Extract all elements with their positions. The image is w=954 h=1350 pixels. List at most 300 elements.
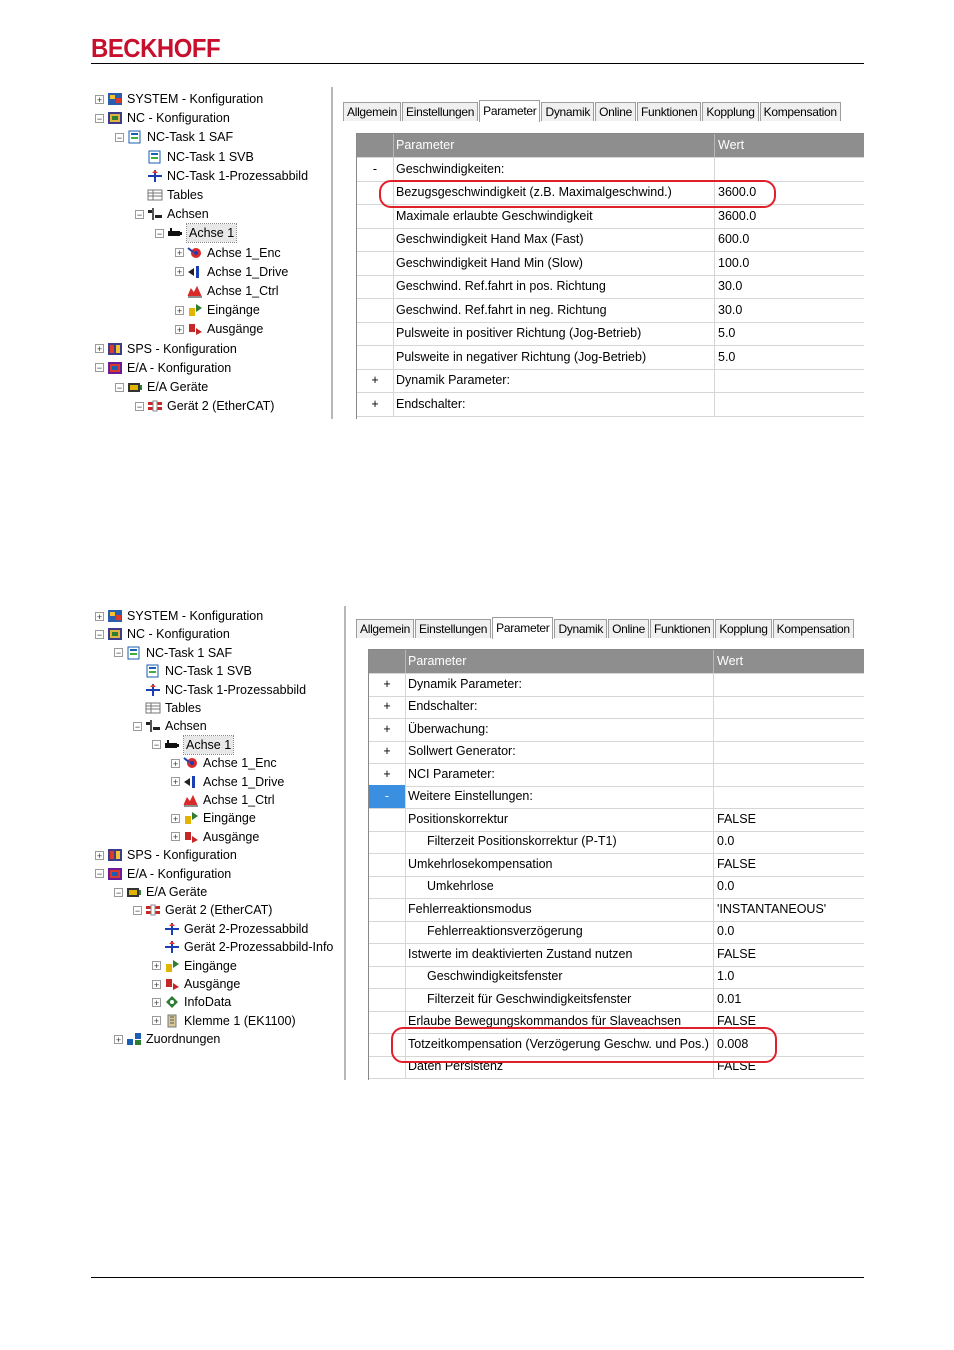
tab-dynamik[interactable]: Dynamik xyxy=(554,619,607,638)
parameter-name: Maximale erlaubte Geschwindigkeit xyxy=(393,205,715,228)
grid-row[interactable] xyxy=(357,346,864,370)
parameter-name: Fehlerreaktionsmodus xyxy=(405,898,714,921)
tree-node[interactable] xyxy=(171,773,284,791)
tree-node-label: Gerät 2-Prozessabbild-Info xyxy=(184,940,334,955)
parameter-value[interactable]: 0.0 xyxy=(717,834,735,848)
tree-node[interactable] xyxy=(115,378,208,396)
devices-icon xyxy=(127,380,143,394)
nc-icon xyxy=(107,111,123,125)
tree-connector xyxy=(171,796,180,805)
expand-icon[interactable]: + xyxy=(369,763,406,786)
tree-node-label: Ausgänge xyxy=(203,829,260,844)
tree-node-label: Achsen xyxy=(167,207,209,222)
splitter[interactable] xyxy=(344,606,346,1080)
table-icon xyxy=(145,701,161,715)
grid-row[interactable] xyxy=(357,228,864,252)
parameter-name: Filterzeit Positionskorrektur (P-T1) xyxy=(405,830,714,853)
expand-icon[interactable]: + xyxy=(172,777,179,788)
row-gutter xyxy=(369,920,406,943)
row-gutter xyxy=(369,988,406,1011)
parameter-value[interactable]: FALSE xyxy=(717,811,756,826)
grid-row[interactable] xyxy=(369,875,864,899)
collapse-icon[interactable]: − xyxy=(96,363,103,374)
tree-node[interactable] xyxy=(175,282,279,300)
tree-node-label: E/A - Konfiguration xyxy=(127,360,232,375)
parameter-value[interactable]: 600.0 xyxy=(718,232,750,246)
tree-node[interactable] xyxy=(152,957,237,975)
grid-row[interactable] xyxy=(369,673,864,697)
parameter-name: Geschwind. Ref.fahrt in neg. Richtung xyxy=(393,299,715,322)
tree-connector xyxy=(175,287,184,296)
tab-parameter[interactable]: Parameter xyxy=(479,100,540,122)
grid-row[interactable] xyxy=(369,965,864,989)
plc-icon xyxy=(107,848,123,862)
row-gutter xyxy=(369,898,406,921)
tree-node-label: NC-Task 1-Prozessabbild xyxy=(167,168,309,183)
collapse-icon[interactable]: − xyxy=(115,648,122,659)
parameter-name: Dynamik Parameter: xyxy=(405,673,714,696)
collapse-icon[interactable]: − xyxy=(136,209,143,220)
ctrl-icon xyxy=(183,793,199,807)
parameter-value[interactable] xyxy=(714,673,864,696)
parameter-name: Totzeitkompensation (Verzögerung Geschw. und Pos.) xyxy=(405,1033,714,1056)
collapse-icon[interactable]: − xyxy=(116,132,123,143)
highlight-reference-velocity xyxy=(379,180,776,208)
tree-node-label: Klemme 1 (EK1100) xyxy=(184,1013,296,1028)
parameter-value[interactable] xyxy=(715,393,864,416)
tree-connector xyxy=(135,171,144,180)
grid-row[interactable] xyxy=(357,205,864,229)
parameter-value[interactable]: 1.0 xyxy=(717,969,735,983)
tree-node[interactable] xyxy=(135,205,209,223)
tree-node-label: NC-Task 1 SAF xyxy=(146,645,233,660)
parameter-name: Filterzeit für Geschwindigkeitsfenster xyxy=(405,988,714,1011)
terminal-icon xyxy=(164,1014,180,1028)
parameter-name: Endschalter: xyxy=(393,393,715,416)
expand-icon[interactable]: + xyxy=(176,248,183,259)
row-gutter xyxy=(369,808,406,831)
parameter-value[interactable] xyxy=(714,695,864,718)
tree-node-label: SYSTEM - Konfiguration xyxy=(127,92,264,106)
collapse-icon[interactable]: − xyxy=(153,740,160,751)
header-expand-col xyxy=(357,134,394,157)
grid-row[interactable] xyxy=(357,369,864,393)
tree-node-label: Achse 1_Enc xyxy=(207,245,281,260)
tree-node[interactable] xyxy=(135,186,203,204)
axes-icon xyxy=(147,207,163,221)
tab-allgemein[interactable]: Allgemein xyxy=(343,102,401,121)
tree-node[interactable] xyxy=(175,244,281,262)
parameter-name: Istwerte im deaktivierten Zustand nutzen xyxy=(405,943,714,966)
tree-node-label: NC - Konfiguration xyxy=(127,111,230,126)
grid-row[interactable] xyxy=(369,988,864,1012)
tab-bar xyxy=(356,616,855,638)
tree-node[interactable] xyxy=(175,301,260,319)
inputs-icon xyxy=(164,959,180,973)
axis-icon xyxy=(167,226,183,240)
tree-node-label: Tables xyxy=(165,701,202,715)
parameter-name: Weitere Einstellungen: xyxy=(405,785,714,808)
parameter-name: Endschalter: xyxy=(405,695,714,718)
parameter-value[interactable]: FALSE xyxy=(717,946,756,961)
header-value[interactable]: Wert xyxy=(717,654,744,668)
grid-row[interactable] xyxy=(357,322,864,346)
tree-node[interactable] xyxy=(152,736,233,754)
tree-node[interactable] xyxy=(133,699,201,717)
grid-header xyxy=(369,650,864,674)
tree-connector xyxy=(133,685,142,694)
grid-row[interactable] xyxy=(369,695,864,719)
devices-icon xyxy=(126,885,142,899)
tree-node-label: InfoData xyxy=(184,995,232,1010)
collapse-icon[interactable]: − xyxy=(156,228,163,239)
header-parameter[interactable]: Parameter xyxy=(393,134,715,157)
inputs-icon xyxy=(187,303,203,317)
grid-row[interactable] xyxy=(369,718,864,742)
tree-node[interactable] xyxy=(95,625,230,643)
grid-row[interactable] xyxy=(357,275,864,299)
parameter-name: Umkehrlosekompensation xyxy=(405,853,714,876)
grid-row[interactable] xyxy=(369,853,864,877)
expand-icon[interactable]: + xyxy=(172,832,179,843)
tree-node-label: Achsen xyxy=(165,719,207,734)
collapse-icon[interactable]: − xyxy=(134,721,141,732)
tree-connector xyxy=(133,704,142,713)
tree-node[interactable] xyxy=(133,681,306,699)
collapse-icon[interactable]: − xyxy=(116,382,123,393)
tree-node-label: SPS - Konfiguration xyxy=(127,848,237,863)
grid-row[interactable] xyxy=(369,898,864,922)
tab-einstellungen[interactable]: Einstellungen xyxy=(415,619,491,638)
parameter-grid xyxy=(356,133,864,419)
task-icon xyxy=(145,664,161,678)
parameter-name: Überwachung: xyxy=(405,718,714,741)
io-icon xyxy=(107,361,123,375)
grid-row[interactable] xyxy=(357,252,864,276)
tree-node-label: Eingänge xyxy=(203,811,256,826)
parameter-name: Geschwindigkeit Hand Min (Slow) xyxy=(393,252,715,275)
tree-node-label: Eingänge xyxy=(207,303,260,318)
parameter-value[interactable]: 0.01 xyxy=(717,991,742,1006)
ctrl-icon xyxy=(187,284,203,298)
tree-node-label: Gerät 2 (EtherCAT) xyxy=(165,903,273,918)
system-icon xyxy=(107,92,123,106)
tree-node[interactable] xyxy=(133,901,272,919)
outputs-icon xyxy=(164,977,180,991)
image-icon xyxy=(145,683,161,697)
tree-node[interactable] xyxy=(175,320,263,338)
tab-kopplung[interactable]: Kopplung xyxy=(702,102,758,121)
collapse-icon[interactable]: − xyxy=(136,401,143,412)
row-gutter xyxy=(357,205,394,228)
grid-row[interactable] xyxy=(369,943,864,967)
parameter-name: Positionskorrektur xyxy=(405,808,714,831)
expand-icon[interactable]: + xyxy=(115,1034,122,1045)
tab-parameter[interactable]: Parameter xyxy=(492,617,553,639)
tree-node[interactable] xyxy=(133,717,207,735)
parameter-value[interactable]: 3600.0 xyxy=(718,185,757,199)
tab-funktionen[interactable]: Funktionen xyxy=(637,102,701,121)
tree-node[interactable] xyxy=(95,865,231,883)
tree-node[interactable] xyxy=(135,397,274,415)
row-gutter xyxy=(357,228,394,251)
grid-header xyxy=(357,134,864,158)
parameter-value[interactable] xyxy=(714,763,864,786)
parameter-name: Erlaube Bewegungskommandos für Slaveachsen xyxy=(405,1010,714,1033)
row-gutter xyxy=(369,875,406,898)
tree-node[interactable] xyxy=(152,1012,296,1030)
tree-node[interactable] xyxy=(95,109,230,127)
outputs-icon xyxy=(183,830,199,844)
header-rule xyxy=(91,63,864,64)
tree-node[interactable] xyxy=(95,340,237,358)
tree-node[interactable] xyxy=(114,1030,220,1048)
task-icon xyxy=(127,130,143,144)
tree-node[interactable] xyxy=(135,148,254,166)
parameter-name: Pulsweite in positiver Richtung (Jog-Betrieb) xyxy=(393,322,715,345)
mapping-icon xyxy=(126,1032,142,1046)
parameter-name: Sollwert Generator: xyxy=(405,740,714,763)
grid-row[interactable] xyxy=(357,393,864,417)
collapse-icon[interactable]: − xyxy=(96,113,103,124)
tree-node-label: Achse 1 xyxy=(189,226,235,241)
parameter-value[interactable]: 0.0 xyxy=(717,879,735,893)
tree-node-label: E/A Geräte xyxy=(146,885,208,899)
image-icon xyxy=(164,940,180,954)
tree-node-label: Ausgänge xyxy=(184,977,241,991)
tree-node[interactable] xyxy=(115,128,233,146)
inputs-icon xyxy=(183,811,199,825)
expand-icon[interactable]: + xyxy=(153,979,160,990)
task-icon xyxy=(147,150,163,164)
tree-node[interactable] xyxy=(95,846,237,864)
parameter-name: Bezugsgeschwindigkeit (z.B. Maximalgeschwind.) xyxy=(393,181,715,204)
highlight-dead-time-compensation xyxy=(391,1027,777,1063)
parameter-value[interactable]: FALSE xyxy=(717,856,756,871)
parameter-value[interactable]: 30.0 xyxy=(718,279,743,293)
parameter-name: Geschwindigkeitsfenster xyxy=(405,965,714,988)
expand-icon[interactable]: + xyxy=(172,758,179,769)
tab-bar xyxy=(343,99,842,121)
expand-icon[interactable]: + xyxy=(153,997,160,1008)
collapse-icon[interactable]: − xyxy=(96,869,103,880)
expand-icon[interactable]: + xyxy=(176,305,183,316)
parameter-value[interactable]: 30.0 xyxy=(718,302,743,317)
tree-node-label: Achse 1 xyxy=(186,737,232,752)
parameter-name: Pulsweite in negativer Richtung (Jog-Betrieb) xyxy=(393,346,715,369)
tab-online[interactable]: Online xyxy=(595,102,636,121)
parameter-value[interactable]: 'INSTANTANEOUS' xyxy=(717,901,827,916)
parameter-name: Daten Persistenz xyxy=(405,1055,714,1078)
tree-node[interactable] xyxy=(133,662,252,680)
tree-node[interactable] xyxy=(171,809,256,827)
drive-icon xyxy=(183,775,199,789)
tab-einstellungen[interactable]: Einstellungen xyxy=(402,102,478,121)
collapse-icon[interactable]: − xyxy=(134,905,141,916)
row-gutter xyxy=(357,346,394,369)
tree-node-label: NC-Task 1 SAF xyxy=(147,130,234,145)
expand-icon[interactable]: + xyxy=(369,740,406,763)
expand-icon[interactable]: + xyxy=(176,324,183,335)
collapse-icon[interactable]: - xyxy=(357,158,394,181)
task-icon xyxy=(126,646,142,660)
tree-connector xyxy=(135,152,144,161)
tab-allgemein[interactable]: Allgemein xyxy=(356,619,414,638)
expand-icon[interactable]: + xyxy=(96,344,103,355)
tree-node[interactable] xyxy=(95,359,231,377)
expand-icon[interactable]: + xyxy=(96,94,103,105)
parameter-value[interactable]: 5.0 xyxy=(718,349,736,364)
row-gutter xyxy=(369,943,406,966)
row-gutter xyxy=(369,830,406,853)
io-icon xyxy=(107,867,123,881)
expand-icon[interactable]: + xyxy=(96,611,103,622)
collapse-icon[interactable]: - xyxy=(369,785,406,808)
tree-node-label: NC-Task 1 SVB xyxy=(167,149,254,164)
grid-row[interactable] xyxy=(369,830,864,854)
tree-node-label: Tables xyxy=(167,188,204,202)
collapse-icon[interactable]: − xyxy=(96,629,103,640)
tree-node-label: SYSTEM - Konfiguration xyxy=(127,609,264,623)
system-icon xyxy=(107,609,123,623)
header-parameter[interactable]: Parameter xyxy=(405,650,714,673)
nc-icon xyxy=(107,627,123,641)
tree-connector xyxy=(135,191,144,200)
tree-node[interactable] xyxy=(152,993,231,1011)
expand-icon[interactable]: + xyxy=(369,673,406,696)
expand-icon[interactable]: + xyxy=(357,369,394,392)
parameter-name: NCI Parameter: xyxy=(405,763,714,786)
tab-kompensation[interactable]: Kompensation xyxy=(773,619,854,638)
tree-node[interactable] xyxy=(171,828,259,846)
axis-icon xyxy=(164,738,180,752)
tree-node[interactable] xyxy=(171,754,277,772)
tree-node-label: SPS - Konfiguration xyxy=(127,341,237,356)
tree-node[interactable] xyxy=(155,224,236,242)
tab-kopplung[interactable]: Kopplung xyxy=(715,619,771,638)
parameter-name: Geschwind. Ref.fahrt in pos. Richtung xyxy=(393,275,715,298)
collapse-icon[interactable]: − xyxy=(115,887,122,898)
tree-node-label: Gerät 2 (EtherCAT) xyxy=(167,399,275,414)
infodata-icon xyxy=(164,995,180,1009)
footer-rule xyxy=(91,1277,864,1278)
config-tree xyxy=(91,606,343,1080)
tree-node[interactable] xyxy=(152,920,308,938)
parameter-grid xyxy=(368,649,864,1080)
tree-node-label: Achse 1_Ctrl xyxy=(203,793,275,807)
tree-node[interactable] xyxy=(135,167,308,185)
encoder-icon xyxy=(183,756,199,770)
tree-node-label: Achse 1_Drive xyxy=(203,774,285,789)
expand-icon[interactable]: + xyxy=(357,393,394,416)
ethercat-icon xyxy=(147,399,163,413)
row-gutter xyxy=(357,275,394,298)
parameter-value[interactable]: 0.008 xyxy=(717,1036,749,1051)
tree-node-label: Zuordnungen xyxy=(146,1032,221,1047)
expand-icon[interactable]: + xyxy=(369,718,406,741)
grid-row[interactable] xyxy=(369,740,864,764)
tree-node-label: NC - Konfiguration xyxy=(127,627,230,642)
expand-icon[interactable]: + xyxy=(96,850,103,861)
parameter-name: Umkehrlose xyxy=(405,875,714,898)
tree-node[interactable] xyxy=(152,975,240,993)
tree-node[interactable] xyxy=(114,644,232,662)
tree-node[interactable] xyxy=(175,263,288,281)
header-expand-col xyxy=(369,650,406,673)
config-tree xyxy=(91,87,331,419)
tree-node[interactable] xyxy=(152,938,333,956)
expand-icon[interactable]: + xyxy=(153,1016,160,1027)
tree-node-label: Eingänge xyxy=(184,958,237,973)
parameter-value[interactable]: FALSE xyxy=(717,1014,756,1028)
grid-row[interactable] xyxy=(357,299,864,323)
parameter-value[interactable] xyxy=(715,369,864,392)
tree-node-label: Ausgänge xyxy=(207,322,264,337)
tree-node[interactable] xyxy=(95,607,263,625)
drive-icon xyxy=(187,265,203,279)
tab-funktionen[interactable]: Funktionen xyxy=(650,619,714,638)
image-icon xyxy=(164,922,180,936)
parameter-value[interactable] xyxy=(715,158,864,181)
grid-row[interactable] xyxy=(369,763,864,787)
tree-node[interactable] xyxy=(171,791,275,809)
tree-node-label: Achse 1_Enc xyxy=(203,756,277,771)
tree-node[interactable] xyxy=(114,883,207,901)
parameter-value[interactable] xyxy=(714,718,864,741)
tree-node-label: Achse 1_Drive xyxy=(207,264,289,279)
tree-node-label: E/A - Konfiguration xyxy=(127,866,232,881)
parameter-value[interactable]: 0.0 xyxy=(717,924,735,938)
tree-node-label: Achse 1_Ctrl xyxy=(207,284,279,298)
ethercat-icon xyxy=(145,903,161,917)
splitter[interactable] xyxy=(331,87,333,419)
tree-node[interactable] xyxy=(95,90,263,108)
parameter-value[interactable] xyxy=(714,740,864,763)
tab-online[interactable]: Online xyxy=(608,619,649,638)
parameter-value[interactable]: 3600.0 xyxy=(718,208,757,223)
row-gutter xyxy=(369,853,406,876)
screenshot-axis-parameters-further-settings xyxy=(91,606,864,1080)
parameter-value[interactable]: 5.0 xyxy=(718,326,736,340)
outputs-icon xyxy=(187,322,203,336)
tree-node-label: NC-Task 1-Prozessabbild xyxy=(165,682,307,697)
parameter-value[interactable] xyxy=(714,785,864,808)
tree-node-label: NC-Task 1 SVB xyxy=(165,664,252,679)
grid-row[interactable] xyxy=(369,808,864,832)
tab-dynamik[interactable]: Dynamik xyxy=(541,102,594,121)
grid-row[interactable] xyxy=(369,920,864,944)
row-gutter xyxy=(369,965,406,988)
expand-icon[interactable]: + xyxy=(172,813,179,824)
tree-node-label: Gerät 2-Prozessabbild xyxy=(184,921,309,936)
tree-node-label: E/A Geräte xyxy=(147,380,209,394)
parameter-value[interactable]: FALSE xyxy=(717,1059,756,1073)
tree-connector xyxy=(152,924,161,933)
expand-icon[interactable]: + xyxy=(369,695,406,718)
header-value[interactable]: Wert xyxy=(718,138,745,152)
axes-icon xyxy=(145,719,161,733)
row-gutter xyxy=(357,252,394,275)
parameter-value[interactable]: 100.0 xyxy=(718,255,750,270)
expand-icon[interactable]: + xyxy=(153,961,160,972)
parameter-name: Fehlerreaktionsverzögerung xyxy=(405,920,714,943)
parameter-name: Dynamik Parameter: xyxy=(393,369,715,392)
expand-icon[interactable]: + xyxy=(176,267,183,278)
grid-row[interactable] xyxy=(369,785,864,809)
tab-kompensation[interactable]: Kompensation xyxy=(760,102,841,121)
grid-row[interactable] xyxy=(357,158,864,182)
encoder-icon xyxy=(187,246,203,260)
